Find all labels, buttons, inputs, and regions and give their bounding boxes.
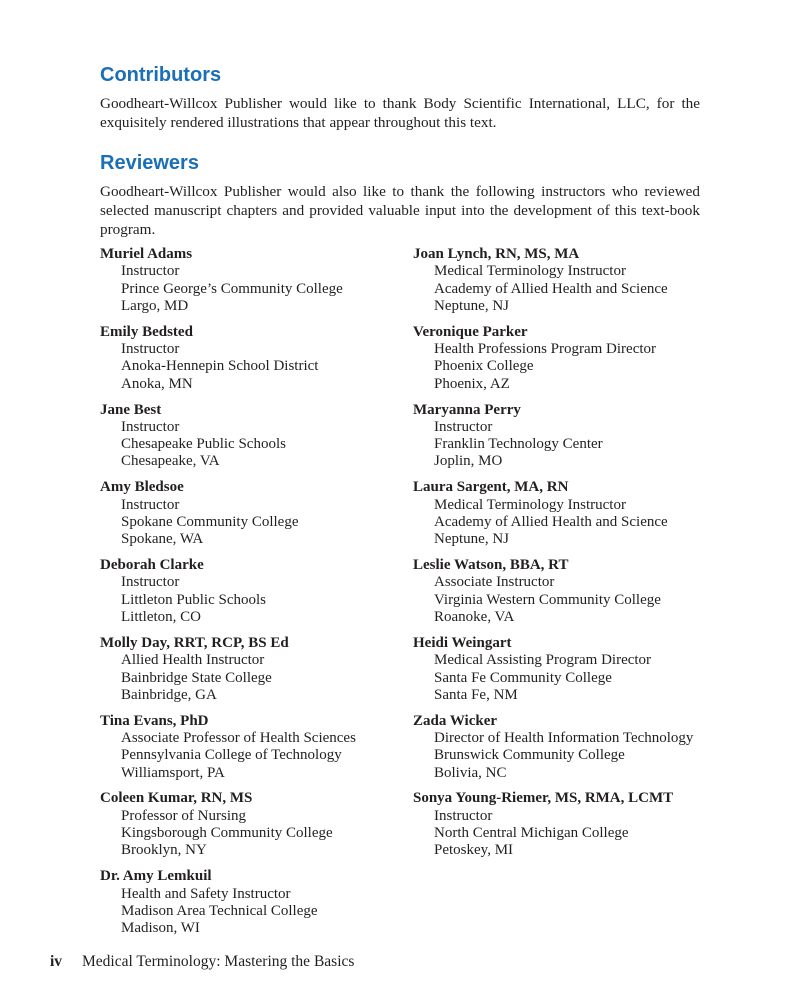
reviewer-title: Associate Professor of Health Sciences	[121, 729, 356, 746]
reviewer-title: Medical Terminology Instructor	[434, 496, 626, 513]
reviewer-name: Amy Bledsoe	[100, 479, 184, 496]
reviewer-location: Chesapeake, VA	[121, 453, 220, 470]
reviewer-name: Heidi Weingart	[413, 634, 512, 651]
reviewer-institution: Littleton Public Schools	[121, 591, 266, 608]
reviewer-entry	[100, 479, 413, 548]
reviewer-location: Anoka, MN	[121, 375, 193, 392]
reviewer-entry	[413, 713, 720, 782]
reviewer-entry	[413, 402, 720, 471]
reviewer-title: Associate Instructor	[434, 574, 555, 591]
reviewer-entry	[100, 790, 413, 859]
reviewer-title: Instructor	[121, 496, 180, 513]
reviewer-location: Bainbridge, GA	[121, 686, 217, 703]
reviewer-title: Medical Terminology Instructor	[434, 263, 626, 280]
reviewer-entry	[100, 557, 413, 626]
reviewer-entry	[100, 324, 413, 393]
reviewer-institution: Virginia Western Community College	[434, 591, 661, 608]
reviewer-location: Bolivia, NC	[434, 764, 507, 781]
reviewer-name: Joan Lynch, RN, MS, MA	[413, 246, 580, 262]
reviewer-entry	[100, 402, 413, 471]
reviewer-title: Medical Assisting Program Director	[434, 652, 652, 669]
reviewer-institution: Academy of Allied Health and Science	[434, 280, 668, 297]
reviewer-institution: Spokane Community College	[121, 513, 299, 530]
reviewers-column-right	[413, 246, 720, 946]
reviewer-entry	[100, 246, 413, 315]
reviewer-name: Zada Wicker	[413, 712, 498, 729]
reviewer-institution: Prince George’s Community College	[121, 280, 343, 297]
reviewer-title: Instructor	[121, 418, 180, 435]
reviewer-location: Brooklyn, NY	[121, 842, 207, 859]
reviewer-institution: Kingsborough Community College	[121, 825, 333, 842]
reviewer-institution: Brunswick Community College	[434, 747, 625, 764]
reviewer-name: Dr. Amy Lemkuil	[100, 868, 212, 885]
reviewer-title: Instructor	[121, 574, 180, 591]
reviewer-entry	[413, 324, 720, 393]
reviewer-institution: Bainbridge State College	[121, 669, 272, 686]
reviewers-column-left	[100, 246, 413, 946]
page-number: iv	[50, 953, 63, 970]
book-title: Medical Terminology: Mastering the Basics	[82, 953, 355, 970]
contributors-heading: Contributors	[100, 64, 222, 86]
reviewer-institution: Academy of Allied Health and Science	[434, 513, 668, 530]
reviewer-name: Coleen Kumar, RN, MS	[100, 790, 253, 807]
reviewer-name: Muriel Adams	[100, 246, 193, 262]
reviewer-title: Director of Health Information Technology	[434, 729, 694, 746]
reviewer-title: Instructor	[434, 418, 493, 435]
reviewer-name: Sonya Young-Riemer, MS, RMA, LCMT	[413, 790, 674, 807]
reviewers-heading: Reviewers	[100, 152, 199, 174]
reviewer-title: Health Professions Program Director	[434, 341, 657, 358]
reviewer-institution: Santa Fe Community College	[434, 669, 612, 686]
reviewer-entry	[413, 246, 720, 315]
reviewer-entry	[100, 635, 413, 704]
reviewer-name: Emily Bedsted	[100, 323, 193, 340]
reviewer-name: Maryanna Perry	[413, 401, 521, 418]
reviewer-name: Deborah Clarke	[100, 557, 204, 574]
reviewer-name: Molly Day, RRT, RCP, BS Ed	[100, 634, 289, 651]
reviewer-name: Leslie Watson, BBA, RT	[413, 557, 569, 574]
reviewer-title: Instructor	[434, 807, 493, 824]
reviewer-title: Health and Safety Instructor	[121, 885, 291, 902]
reviewer-title: Instructor	[121, 341, 180, 358]
reviewer-institution: Anoka-Hennepin School District	[121, 358, 319, 375]
reviewer-entry	[413, 557, 720, 626]
reviewer-location: Williamsport, PA	[121, 764, 225, 781]
page-footer	[50, 953, 354, 971]
reviewers-paragraph: Goodheart-Willcox Publisher would also like to thank the following instructors who reviewed selected manuscript chapters and provided valuable input into the development of this text-book program.	[100, 183, 700, 238]
reviewer-location: Neptune, NJ	[434, 297, 509, 314]
reviewer-location: Santa Fe, NM	[434, 686, 518, 703]
reviewer-institution: Chesapeake Public Schools	[121, 436, 286, 453]
reviewer-location: Madison, WI	[121, 920, 200, 937]
reviewer-name: Jane Best	[100, 401, 162, 418]
reviewer-location: Spokane, WA	[121, 531, 204, 548]
reviewer-entry	[100, 713, 413, 782]
reviewer-name: Veronique Parker	[413, 323, 528, 340]
reviewer-institution: Franklin Technology Center	[434, 436, 603, 453]
reviewer-entry	[413, 790, 720, 859]
reviewer-institution: Phoenix College	[434, 358, 534, 375]
reviewer-location: Joplin, MO	[434, 453, 503, 470]
reviewer-name: Laura Sargent, MA, RN	[413, 479, 569, 496]
reviewer-entry	[100, 868, 413, 937]
reviewer-title: Allied Health Instructor	[121, 652, 265, 669]
reviewer-entry	[413, 479, 720, 548]
reviewer-location: Phoenix, AZ	[434, 375, 510, 392]
contributors-paragraph: Goodheart-Willcox Publisher would like to thank Body Scientific International, LLC, for the exquisitely rendered illustrations that appear throughout this text.	[100, 95, 700, 131]
reviewer-entry	[413, 635, 720, 704]
reviewer-title: Instructor	[121, 263, 180, 280]
reviewer-institution: Pennsylvania College of Technology	[121, 747, 342, 764]
reviewer-title: Professor of Nursing	[121, 807, 246, 824]
reviewer-institution: North Central Michigan College	[434, 825, 629, 842]
reviewers-list	[100, 246, 720, 946]
reviewer-location: Neptune, NJ	[434, 531, 509, 548]
reviewer-name: Tina Evans, PhD	[100, 712, 209, 729]
reviewer-institution: Madison Area Technical College	[121, 902, 318, 919]
reviewer-location: Petoskey, MI	[434, 842, 514, 859]
reviewer-location: Largo, MD	[121, 297, 189, 314]
reviewer-location: Roanoke, VA	[434, 609, 515, 626]
reviewer-location: Littleton, CO	[121, 609, 201, 626]
